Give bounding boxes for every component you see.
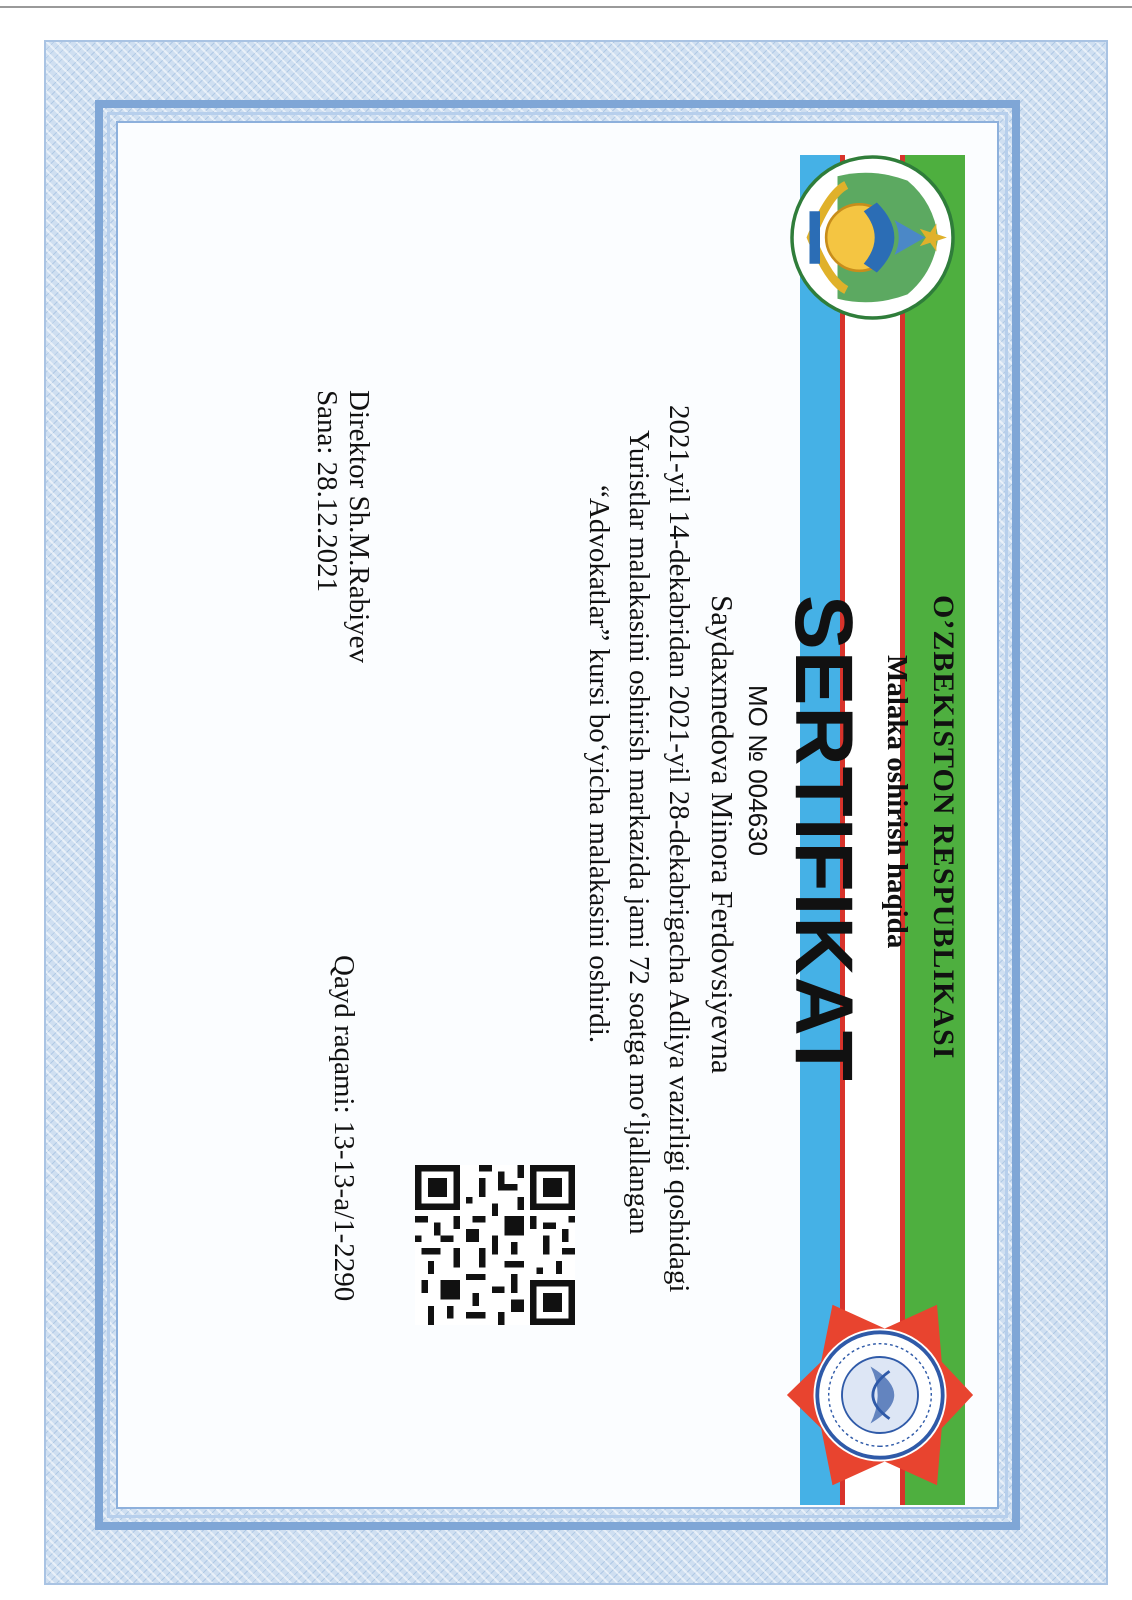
issue-date: Sana: 28.12.2021 — [311, 390, 343, 593]
body-line: 2021-yil 14-dekabridan 2021-yil 28-dekabrigacha Adliya vazirligi qoshidagi — [663, 405, 695, 1293]
registration-number: Qayd raqami: 13-13-a/1-2290 — [328, 955, 360, 1302]
body-line: Yuristlar malakasini oshirish markazida jami 72 soatga mo‘ljallangan — [623, 430, 655, 1235]
certificate-subtitle: Malaka oshirish haqida — [881, 655, 913, 949]
country-heading: O’ZBEKISTON RESPUBLIKASI — [927, 595, 960, 1060]
body-line: “Advokatlar” kursi bo‘yicha malakasini oshirdi. — [583, 485, 615, 1044]
recipient-name: Saydaxmedova Minora Ferdovsiyevna — [705, 595, 740, 1074]
certificate-number: MO № 004630 — [743, 685, 773, 856]
certificate-title: SERTIFIKAT — [778, 595, 869, 1082]
qr-code-icon — [415, 1165, 575, 1325]
certificate-content — [120, 125, 995, 1505]
director-signature-line: Direktor Sh.M.Rabiyev — [343, 390, 375, 664]
scan-edge-line — [0, 6, 1132, 8]
